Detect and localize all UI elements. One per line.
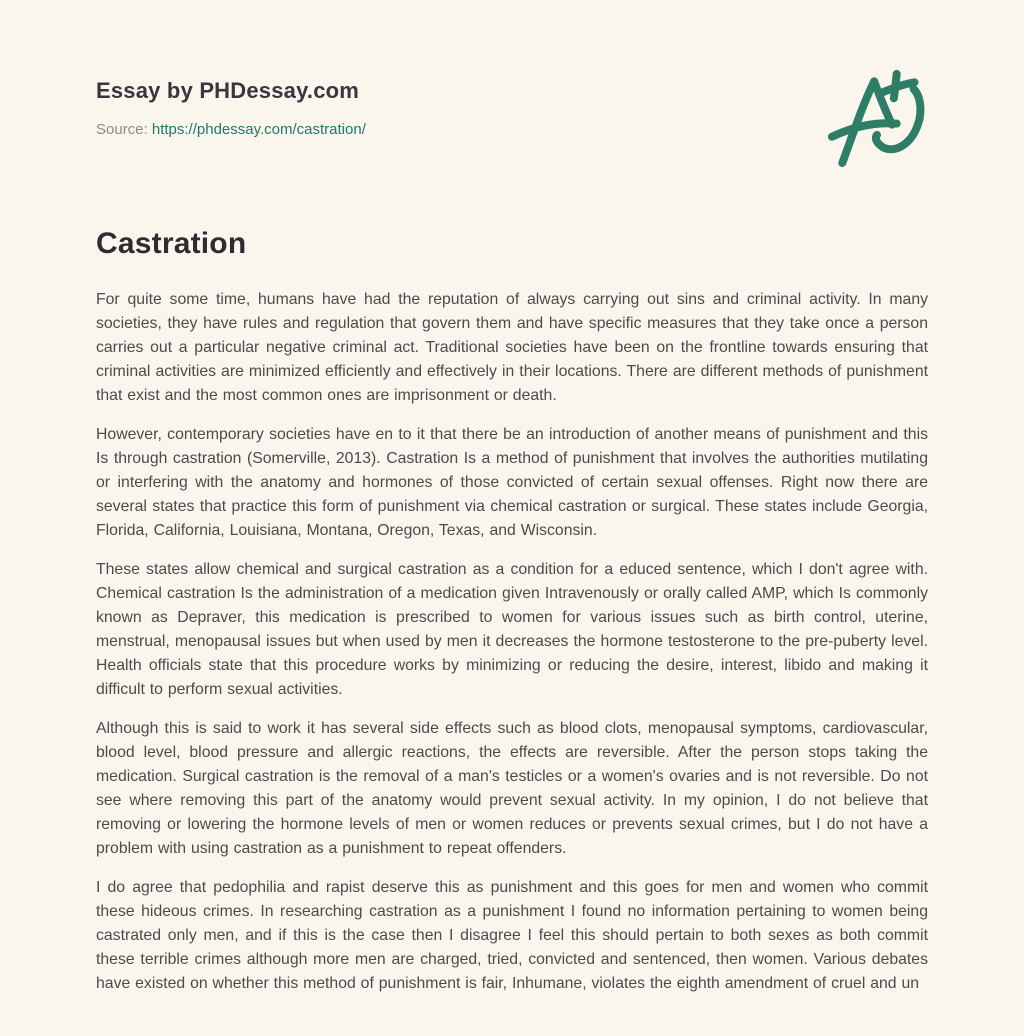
source-label: Source: [96, 121, 148, 138]
article-body [96, 288, 928, 996]
header-title: Essay by PHDessay.com [96, 78, 360, 103]
essay-paragraph: I do agree that pedophilia and rapist deserve this as punishment and this goes for men and women who commit these hideous crimes. In researching castration as a punishment I found no information pertaining to women being castrated only men, and if this is the case then I disagree I feel this should pertain to both sexes as both commit these terrible crimes although more men are charged, tried, convicted and sentenced, then women. Various debates have existed on whether this method of punishment is fair, Inhumane, violates the eighth amendment of cruel and un [96, 879, 928, 992]
source-link[interactable]: https://phdessay.com/castration/ [151, 121, 366, 138]
essay-paragraph: These states allow chemical and surgical castration as a condition for a educed sentence, which I don't agree with. Chemical castration Is the administration of a medication given Intravenously or orally called AMP, which Is commonly known as Depraver, this medication is prescribed to women for various issues such as birth control, uterine, menstrual, menopausal issues but when used by men it decreases the hormone testosterone to the pre-puberty level. Health officials state that this procedure works by minimizing or reducing the desire, interest, libido and making it difficult to perform sexual activities. [96, 561, 928, 698]
essay-paragraph: Although this is said to work it has several side effects such as blood clots, menopausal symptoms, cardiovascular, blood level, blood pressure and allergic reactions, the effects are reversible. After the person stops taking the medication. Surgical castration is the removal of a man's testicles or a women's ovaries and is not reversible. Do not see where removing this part of the anatomy would prevent sexual activity. In my opinion, I do not believe that removing or lowering the hormone levels of men or women reduces or prevents sexual crimes, but I do not have a problem with using castration as a punishment to repeat offenders. [96, 720, 928, 857]
essay-paragraph: For quite some time, humans have had the reputation of always carrying out sins and criminal activity. In many societies, they have rules and regulation that govern them and have specific measures that they take once a person carries out a particular negative criminal act. Traditional societies have been on the frontline towards ensuring that criminal activities are minimized efficiently and effectively in their locations. There are different methods of punishment that exist and the most common ones are imprisonment or death. [96, 291, 928, 404]
source-line [96, 120, 928, 140]
document-header [96, 78, 928, 140]
essay-paragraph: However, contemporary societies have en to it that there be an introduction of another means of punishment and this Is through castration (Somerville, 2013). Castration Is a method of punishment that involves the authorities mutilating or interfering with the anatomy and hormones of those convicted of certain sexual offenses. Right now there are several states that practice this form of punishment via chemical castration or surgical. These states include Georgia, Florida, California, Louisiana, Montana, Oregon, Texas, and Wisconsin. [96, 426, 928, 539]
header-text-block [96, 78, 928, 140]
article-title: Castration [96, 227, 247, 260]
phdessay-a-plus-logo-icon [816, 66, 938, 170]
